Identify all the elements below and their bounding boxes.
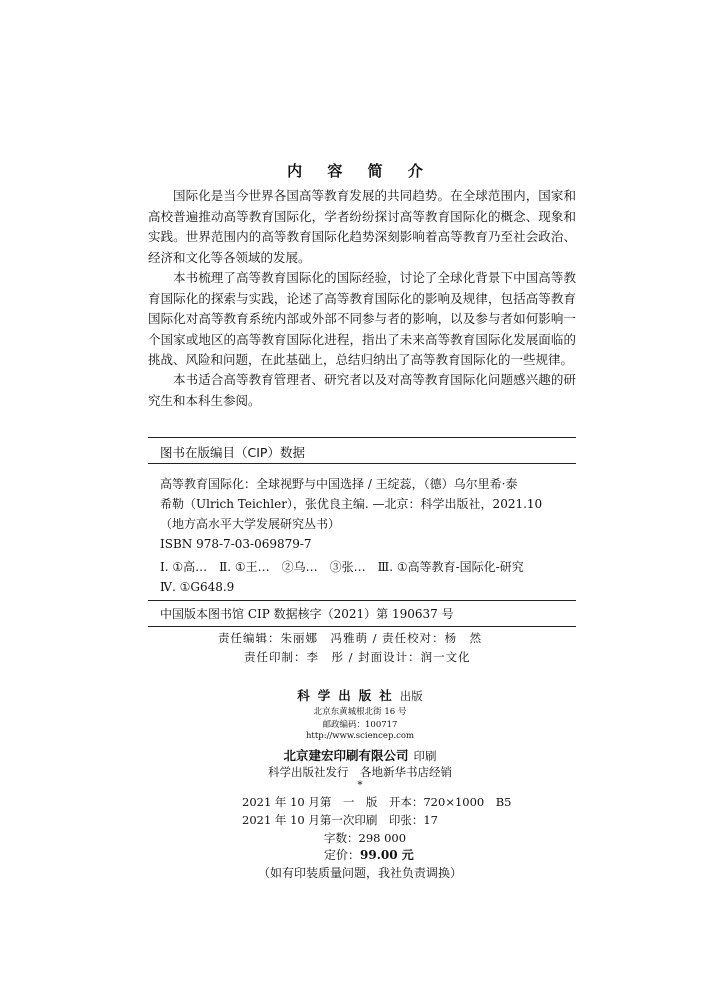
cip-line-2: 希勒（Ulrich Teichler），张优良主编. —北京：科学出版社，2021.10 [160,497,543,511]
printer-name: 北京建宏印刷有限公司 [283,748,409,763]
publisher-postcode: 邮政编码：100717 [322,720,398,730]
price-line [324,846,414,863]
summary-paragraph-3: 本书适合高等教育管理者、研究者以及对高等教育国际化问题感兴趣的研究生和本科生参阅。 [148,372,576,408]
summary-paragraph-2: 本书梳理了高等教育国际化的国际经验，讨论了全球化背景下中国高等教育国际化的探索与实践，论述了高等教育国际化的影响及规律，包括高等教育国际化对高等教育系统内部或外部不同参与者的影响，以及参与者如何影响一个国家或地区的高等教育国际化进程，指出了未来高等教育国际化发展面临的挑战、风险和问题，在此基础上，总结归纳出了高等教育国际化的一些规律。 [148,270,576,367]
cip-top-rule [148,437,576,438]
word-count: 字数：298 000 [324,831,407,845]
cip-bottom-rule [148,626,576,627]
price-value: 99.00 元 [360,848,414,862]
cip-classification-1: Ⅰ. ①高… Ⅱ. ①王… ②乌… ③张… Ⅲ. ①高等教育-国际化-研究 [160,560,524,574]
distribution-line: 科学出版社发行 各地新华书店经销 [268,765,452,779]
summary-title: 内 容 简 介 [287,162,433,180]
cip-heading: 图书在版编目（CIP）数据 [160,445,305,460]
cip-line-1: 高等教育国际化：全球视野与中国选择 / 王绽蕊，（德）乌尔里希·泰 [160,477,518,491]
edition-printing: 2021 年 10 月第一次印刷 印张：17 [242,813,438,827]
separator-star: * [357,780,363,791]
quality-notice: （如有印装质量问题，我社负责调换） [257,866,462,880]
publisher-address: 北京东黄城根北街 16 号 [313,707,407,717]
cip-record-top-rule [148,600,576,601]
printer-line [0,745,720,764]
cip-classification-2: Ⅳ. ①G648.9 [160,580,235,594]
publisher-line [0,685,720,704]
publisher-name: 科学出版社 [297,688,400,703]
price-label: 定价： [324,848,361,862]
edition-first: 2021 年 10 月第 一 版 开本：720×1000 B5 [242,795,512,809]
publisher-website: http://www.sciencep.com [305,731,415,741]
cip-heading-rule [148,463,576,464]
summary-paragraph-1: 国际化是当今世界各国高等教育发展的共同趋势。在全球范围内，国家和高校普遍推动高等教育国际化，学者纷纷探讨高等教育国际化的概念、现象和实践。世界范围内的高等教育国际化趋势深刻影响着高等教育乃至社会政治、经济和文化等各领域的发展。 [148,188,576,265]
printer-suffix: 印刷 [413,749,437,763]
credits-printing: 责任印制：李 彤 / 封面设计：润一文化 [244,650,471,664]
credits-editors: 责任编辑：朱丽娜 冯雅萌 / 责任校对：杨 然 [218,631,483,645]
cip-library-record: 中国版本图书馆 CIP 数据核字（2021）第 190637 号 [160,607,454,621]
cip-line-3: （地方高水平大学发展研究丛书） [160,517,341,531]
publisher-suffix: 出版 [399,689,423,703]
cip-isbn: ISBN 978-7-03-069879-7 [160,537,312,551]
